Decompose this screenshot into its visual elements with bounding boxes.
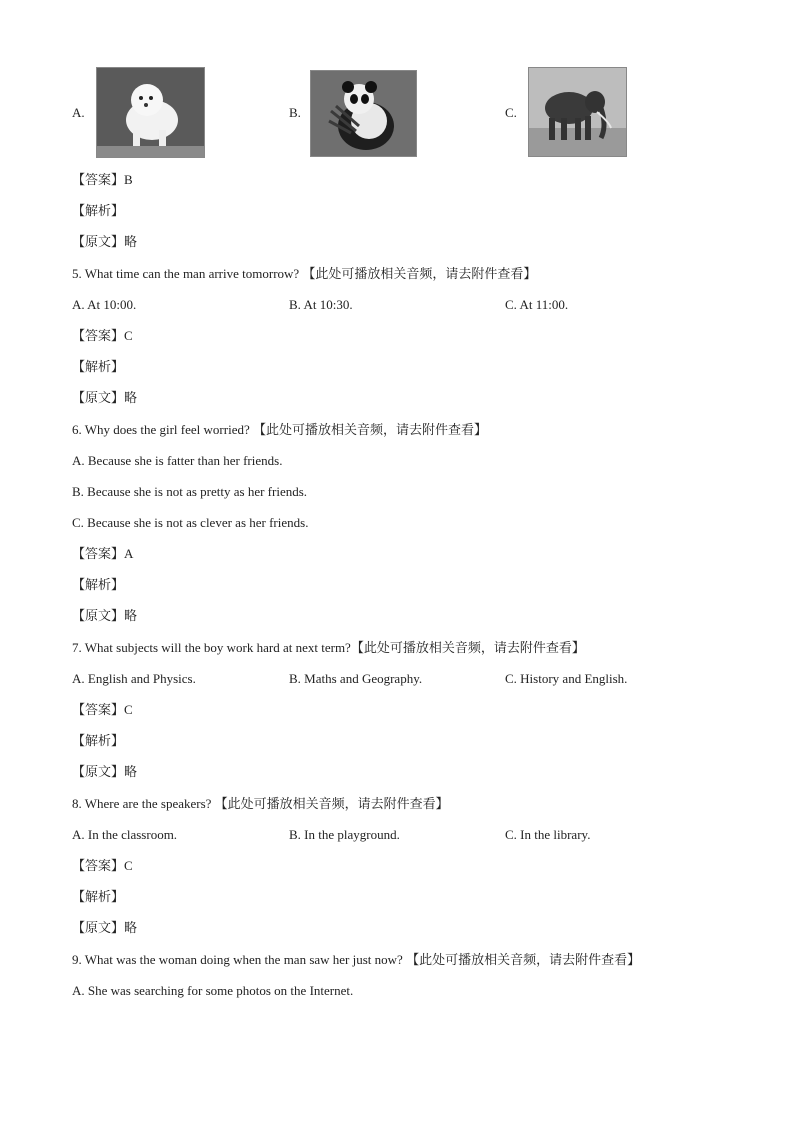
q5-analysis: 【解析】	[72, 359, 125, 374]
q5-original: 【原文】略	[72, 390, 138, 405]
q4-original: 【原文】略	[72, 234, 138, 249]
q6-question: 6. Why does the girl feel worried? 【此处可播放相关音频，请去附件查看】	[72, 422, 487, 437]
q8-option-c: C. In the library.	[505, 827, 591, 842]
q8-option-b: B. In the playground.	[289, 827, 400, 842]
panda-eating-bamboo-photo	[311, 71, 416, 156]
q7-option-c: C. History and English.	[505, 671, 628, 686]
white-puppy-photo	[97, 68, 204, 157]
q5-option-b: B. At 10:30.	[289, 297, 353, 312]
q4-option-a-image	[96, 67, 205, 158]
q4-option-a-label: A.	[72, 105, 85, 120]
q4-analysis: 【解析】	[72, 203, 125, 218]
q6-answer: 【答案】A	[72, 546, 134, 561]
q5-question: 5. What time can the man arrive tomorrow? 【此处可播放相关音频，请去附件查看】	[72, 266, 537, 281]
q7-analysis: 【解析】	[72, 733, 125, 748]
q6-option-c: C. Because she is not as clever as her friends.	[72, 515, 309, 530]
q4-answer: 【答案】B	[72, 172, 133, 187]
q6-original: 【原文】略	[72, 608, 138, 623]
q4-option-b-image	[310, 70, 417, 157]
q7-option-a: A. English and Physics.	[72, 671, 196, 686]
elephant-photo	[529, 68, 626, 156]
q7-option-b: B. Maths and Geography.	[289, 671, 423, 686]
q8-analysis: 【解析】	[72, 889, 125, 904]
q9-option-a: A. She was searching for some photos on the Internet.	[72, 983, 354, 998]
q4-option-b-label: B.	[289, 105, 301, 120]
q4-option-c-label: C.	[505, 105, 517, 120]
q6-option-a: A. Because she is fatter than her friends.	[72, 453, 283, 468]
q6-option-b: B. Because she is not as pretty as her friends.	[72, 484, 308, 499]
q8-question: 8. Where are the speakers? 【此处可播放相关音频，请去附件查看】	[72, 796, 449, 811]
q9-question: 9. What was the woman doing when the man saw her just now? 【此处可播放相关音频，请去附件查看】	[72, 952, 641, 967]
q7-original: 【原文】略	[72, 764, 138, 779]
q6-analysis: 【解析】	[72, 577, 125, 592]
q7-question: 7. What subjects will the boy work hard at next term?【此处可播放相关音频，请去附件查看】	[72, 640, 585, 655]
q5-option-c: C. At 11:00.	[505, 297, 569, 312]
q5-option-a: A. At 10:00.	[72, 297, 137, 312]
q8-answer: 【答案】C	[72, 858, 133, 873]
q5-answer: 【答案】C	[72, 328, 133, 343]
q4-option-c-image	[528, 67, 627, 157]
q8-original: 【原文】略	[72, 920, 138, 935]
q7-answer: 【答案】C	[72, 702, 133, 717]
q8-option-a: A. In the classroom.	[72, 827, 178, 842]
